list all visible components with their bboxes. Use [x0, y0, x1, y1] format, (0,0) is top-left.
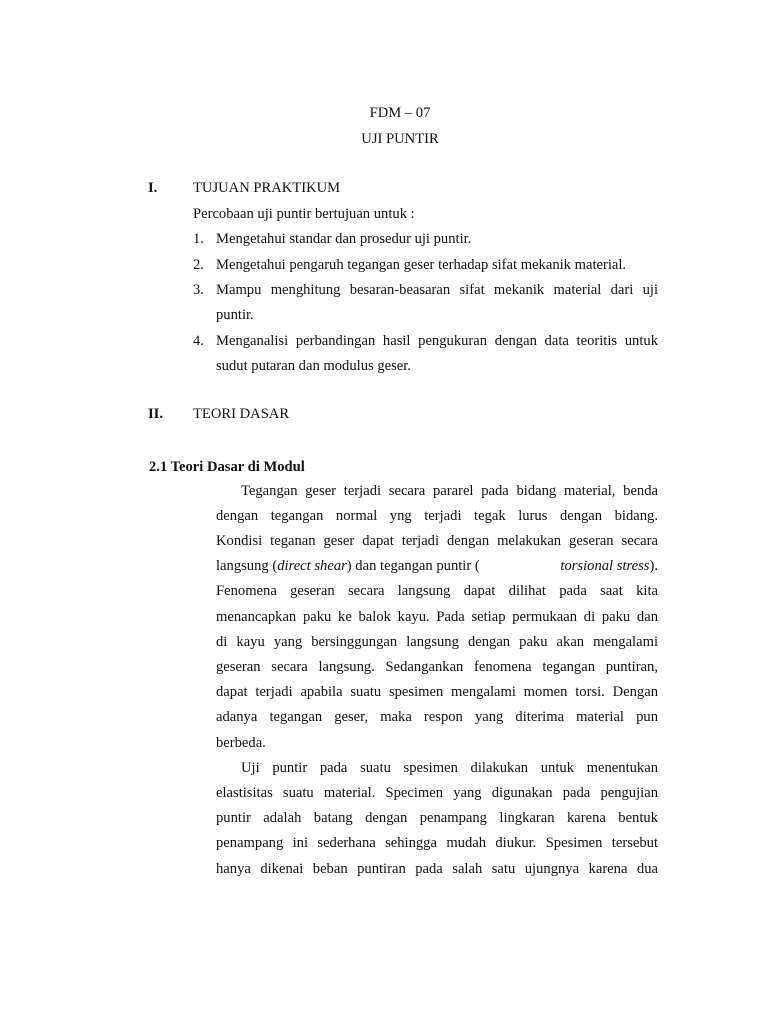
paragraph-line-text: Tegangan geser terjadi secara pararel pada bidang material, benda [241, 483, 658, 499]
section-2-numeral: II. [148, 406, 164, 422]
document-title: UJI PUNTIR [361, 131, 439, 147]
list-item-text: sudut putaran dan modulus geser. [216, 358, 411, 374]
paragraph-line: menancapkan paku ke balok kayu. Pada setiap permukaan di paku dan [216, 609, 658, 625]
list-item-text: Menganalisi perbandingan hasil pengukuran dengan data teoritis untuk [216, 333, 658, 349]
list-number: 4. [193, 333, 204, 349]
paragraph-line: berbeda. [216, 735, 266, 751]
paragraph-line: penampang ini sederhana sehingga mudah diukur. Spesimen tersebut [216, 835, 658, 851]
list-number: 2. [193, 257, 204, 273]
document-code: FDM – 07 [369, 105, 431, 121]
paragraph-line: di kayu yang bersinggungan langsung dengan paku akan mengalami [216, 634, 658, 650]
italic-term: direct shear [277, 558, 347, 574]
section-1-heading: TUJUAN PRAKTIKUM [193, 180, 341, 196]
paragraph-line: puntir adalah batang dengan penampang lingkaran karena bentuk [216, 810, 658, 826]
list-item-text: Mampu menghitung besaran-beasaran sifat mekanik material dari uji [216, 282, 658, 298]
paragraph-line: geseran secara langsung. Sedangankan fenomena tegangan puntiran, [216, 659, 658, 675]
section-2-heading: TEORI DASAR [193, 406, 290, 422]
section-1-intro: Percobaan uji puntir bertujuan untuk : [193, 206, 415, 222]
subsection-heading: 2.1 Teori Dasar di Modul [149, 459, 305, 475]
list-number: 3. [193, 282, 204, 298]
list-item-text: puntir. [216, 307, 254, 323]
paragraph-line: dengan tegangan normal yng terjadi tegak lurus dengan bidang. [216, 508, 658, 524]
text-run [216, 559, 480, 574]
italic-term: torsional stress [560, 558, 650, 574]
text-run [560, 559, 658, 574]
list-item-text: Mengetahui pengaruh tegangan geser terhadap sifat mekanik material. [216, 257, 627, 273]
list-item-text: Mengetahui standar dan prosedur uji puntir. [216, 231, 472, 247]
text-run: ). [649, 558, 658, 574]
paragraph-line: Fenomena geseran secara langsung dapat dilihat pada saat kita [216, 583, 658, 599]
list-number: 1. [193, 231, 204, 247]
paragraph-line [241, 484, 658, 499]
paragraph-line-text: Uji puntir pada suatu spesimen dilakukan untuk menentukan [241, 760, 658, 776]
paragraph-line [216, 559, 658, 574]
text-run: ) dan tegangan puntir ( [346, 558, 480, 574]
paragraph-line: elastisitas suatu material. Specimen yang digunakan pada pengujian [216, 785, 658, 801]
paragraph-line [241, 761, 658, 776]
paragraph-line: adanya tegangan geser, maka respon yang diterima material pun [216, 709, 658, 725]
text-run: langsung ( [216, 558, 278, 574]
paragraph-line: hanya dikenai beban puntiran pada salah satu ujungnya karena dua [216, 861, 658, 877]
section-1-numeral: I. [148, 180, 158, 196]
paragraph-line: dapat terjadi apabila suatu spesimen mengalami momen torsi. Dengan [216, 684, 658, 700]
paragraph-line: Kondisi teganan geser dapat terjadi dengan melakukan geseran secara [216, 533, 658, 549]
